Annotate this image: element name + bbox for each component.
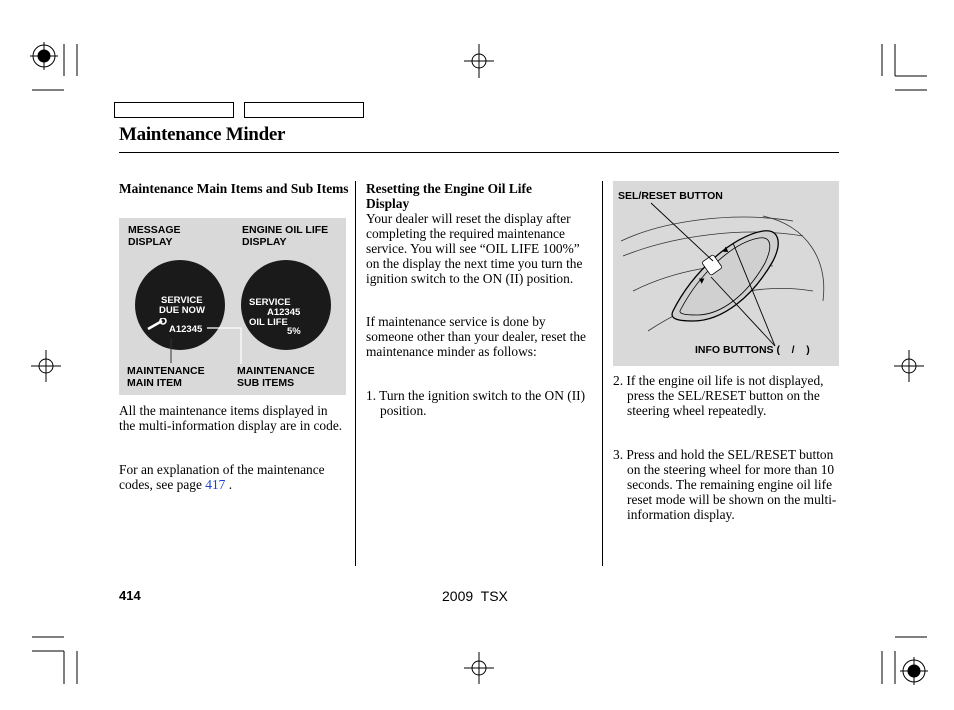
gauge-text-service: SERVICE (161, 295, 203, 306)
page-number: 414 (119, 588, 141, 603)
label-maintenance-main-item: MAINTENANCE MAIN ITEM (127, 365, 205, 389)
page-link-417[interactable]: 417 (205, 477, 226, 492)
display-figure (119, 218, 346, 395)
registration-mark-left-middle (31, 350, 61, 382)
footer-model: 2009 TSX (442, 588, 508, 604)
steering-wheel-drawing (613, 181, 839, 366)
steering-wheel-figure (613, 181, 839, 366)
gauge-text-code: A12345 (169, 324, 203, 335)
column-divider (355, 181, 356, 566)
header-tab-box (244, 102, 364, 118)
subhead-main-sub-items: Maintenance Main Items and Sub Items (119, 181, 349, 196)
label-maintenance-sub-items: MAINTENANCE SUB ITEMS (237, 365, 315, 389)
gauge-text-due-now: DUE NOW (159, 305, 205, 316)
registration-mark-top-center (464, 44, 494, 78)
gauge-text-code: A12345 (267, 307, 301, 318)
column-divider (602, 181, 603, 566)
gauge-text-oil-pct: 5% (287, 326, 301, 337)
registration-mark-bottom-right (900, 657, 928, 685)
label-sel-reset-button: SEL/RESET BUTTON (618, 190, 723, 202)
paragraph-service-by-others: If maintenance service is done by someone other than your dealer, reset the maintenance minder as follows: (366, 314, 586, 359)
registration-mark-bottom-center (464, 652, 494, 684)
registration-mark-top-left (30, 42, 58, 70)
paragraph-dealer-reset: Your dealer will reset the display after completing the required maintenance service. You will see “OIL LIFE 100%” on the display the next time you turn the ignition switch to the ON (II) position. (366, 211, 583, 286)
svg-text:▼: ▼ (699, 277, 705, 285)
header-tab-box (114, 102, 234, 118)
step-2: 2. If the engine oil life is not displayed, press the SEL/RESET button on the steering wheel repeatedly. (613, 373, 824, 418)
codes-text-end: . (228, 477, 233, 492)
label-message-display: MESSAGE DISPLAY (128, 224, 181, 248)
label-engine-oil-life-display: ENGINE OIL LIFE DISPLAY (242, 224, 329, 248)
gauge-text-service: SERVICE (249, 297, 291, 308)
step-3: 3. Press and hold the SEL/RESET button on the steering wheel for more than 10 seconds. The remaining engine oil life reset mode will be shown on the multi-information display. (613, 447, 837, 522)
page-title: Maintenance Minder (119, 124, 286, 145)
title-rule (119, 152, 839, 153)
paragraph-items-in-code: All the maintenance items displayed in the multi-information display are in code. (119, 403, 343, 433)
subhead-resetting-oil-life: Resetting the Engine Oil Life Display (366, 181, 532, 211)
label-info-buttons: INFO BUTTONS ( / ) (695, 344, 810, 356)
svg-text:▲: ▲ (723, 245, 729, 253)
gauge-text-oil-life: OIL LIFE (249, 317, 288, 328)
step-1: 1. Turn the ignition switch to the ON (II) position. (366, 388, 586, 418)
registration-mark-right-middle (894, 350, 924, 382)
paragraph-maintenance-codes (119, 462, 347, 492)
codes-text: For an explanation of the maintenance codes, see page (119, 462, 325, 492)
